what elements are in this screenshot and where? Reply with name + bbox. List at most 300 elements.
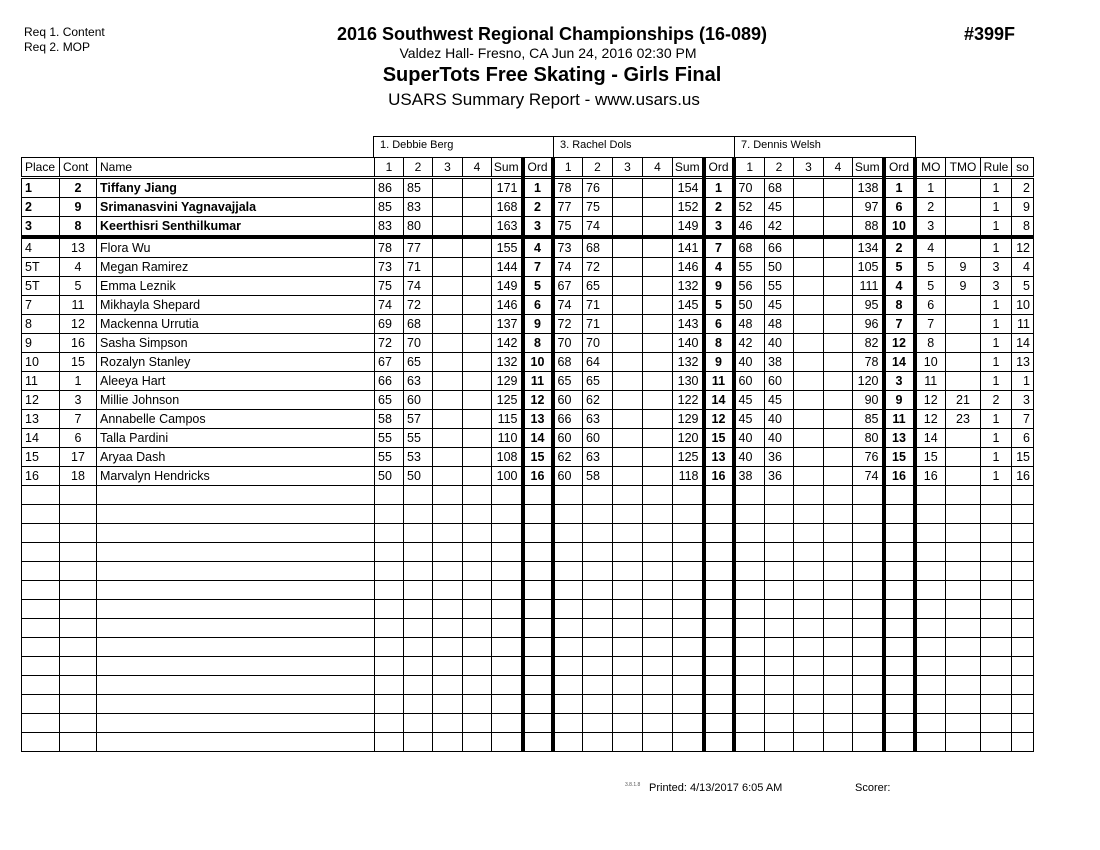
empty-cell [60,733,97,752]
rule-cell: 1 [981,178,1012,198]
judge-2-score-cell: 68 [553,353,583,372]
rule-cell: 1 [981,372,1012,391]
empty-cell [704,562,734,581]
judge-3-score-cell [794,217,824,238]
empty-cell [704,695,734,714]
rule-cell: 1 [981,334,1012,353]
empty-cell [553,619,583,638]
empty-cell [553,695,583,714]
empty-cell [97,714,375,733]
empty-cell [673,505,704,524]
so-cell: 6 [1012,429,1034,448]
contestant-number-cell: 3 [60,391,97,410]
judge-2-score-cell: 68 [583,237,613,258]
column-header: Place [22,158,60,178]
judge-2-score-cell [643,237,673,258]
empty-cell [704,619,734,638]
empty-cell [523,581,553,600]
column-header: Cont [60,158,97,178]
empty-cell [433,486,463,505]
judge-2-score-cell [643,178,673,198]
judge-2-ordinal-cell: 3 [704,217,734,238]
judge-3-sum-cell: 111 [853,277,884,296]
judge-2-ordinal-cell: 1 [704,178,734,198]
empty-cell [523,562,553,581]
judge-3-ordinal-cell: 13 [884,429,915,448]
empty-cell [915,562,946,581]
judge-2-score-cell: 71 [583,315,613,334]
judge-1-score-cell [433,410,463,429]
empty-cell [734,543,765,562]
judge-2-score-cell: 63 [583,448,613,467]
empty-cell [853,657,884,676]
judge-2-score-cell: 72 [553,315,583,334]
judge-1-score-cell [433,198,463,217]
table-row [22,467,1034,486]
empty-cell [97,505,375,524]
judge-1-score-cell [463,315,492,334]
judge-3-score-cell [824,277,853,296]
empty-cell [404,562,433,581]
empty-cell [433,562,463,581]
judge-2-score-cell [643,353,673,372]
empty-cell [884,562,915,581]
name-cell: Sasha Simpson [97,334,375,353]
judge-3-ordinal-cell: 5 [884,258,915,277]
judge-1-ordinal-cell: 5 [523,277,553,296]
judge-1-score-cell [463,296,492,315]
empty-cell [463,600,492,619]
judge-2-score-cell [613,237,643,258]
tmo-cell: 9 [946,277,981,296]
empty-cell [915,695,946,714]
judge-3-score-cell: 38 [765,353,794,372]
empty-cell [673,486,704,505]
contestant-number-cell: 6 [60,429,97,448]
judge-3-score-cell: 50 [734,296,765,315]
judge-2-score-cell [643,372,673,391]
judge-1-ordinal-cell: 12 [523,391,553,410]
judge-2-score-cell: 75 [583,198,613,217]
judge-2-score-cell: 75 [553,217,583,238]
mo-cell: 6 [915,296,946,315]
judge-3-score-cell [794,277,824,296]
place-cell: 9 [22,334,60,353]
column-header: Sum [492,158,523,178]
empty-cell [97,676,375,695]
so-cell: 1 [1012,372,1034,391]
empty-cell [404,676,433,695]
event-title: SuperTots Free Skating - Girls Final [382,64,722,86]
judge-1-score-cell [433,315,463,334]
empty-cell [553,733,583,752]
empty-cell [765,638,794,657]
printed-timestamp: Printed: 4/13/2017 6:05 AM [649,782,783,794]
judge-1-sum-cell: 168 [492,198,523,217]
empty-cell [583,733,613,752]
empty-cell [60,581,97,600]
table-row [22,391,1034,410]
judge-3-score-cell: 60 [734,372,765,391]
empty-cell [463,581,492,600]
empty-cell [1012,657,1034,676]
so-cell: 4 [1012,258,1034,277]
judge-1-sum-cell: 137 [492,315,523,334]
empty-cell [794,619,824,638]
column-header: 1 [734,158,765,178]
event-number: #399F [964,24,1016,44]
judge-2-score-cell [643,296,673,315]
empty-cell [523,714,553,733]
mo-cell: 16 [915,467,946,486]
column-header: MO [915,158,946,178]
judge-1-score-cell: 50 [375,467,404,486]
empty-cell [884,657,915,676]
judge-2-ordinal-cell: 9 [704,353,734,372]
judge-3-sum-cell: 82 [853,334,884,353]
empty-cell [553,638,583,657]
empty-cell [673,600,704,619]
empty-row [22,581,1034,600]
empty-cell [824,562,853,581]
empty-cell [794,733,824,752]
judge-3-score-cell: 48 [734,315,765,334]
empty-cell [97,543,375,562]
judge-3-ordinal-cell: 7 [884,315,915,334]
empty-cell [613,676,643,695]
empty-cell [375,543,404,562]
empty-cell [884,676,915,695]
judge-2-sum-cell: 145 [673,296,704,315]
column-header: Ord [884,158,915,178]
empty-cell [97,581,375,600]
empty-cell [673,638,704,657]
judge-2-score-cell [613,391,643,410]
so-cell: 11 [1012,315,1034,334]
rule-cell: 1 [981,296,1012,315]
judge-3-score-cell [794,429,824,448]
judge-2-ordinal-cell: 6 [704,315,734,334]
judge-1-score-cell [463,467,492,486]
empty-cell [824,676,853,695]
mo-cell: 10 [915,353,946,372]
judge-2-score-cell [643,258,673,277]
empty-cell [643,733,673,752]
empty-cell [884,695,915,714]
empty-cell [1012,676,1034,695]
rule-cell: 2 [981,391,1012,410]
empty-cell [915,619,946,638]
empty-cell [1012,581,1034,600]
place-cell: 11 [22,372,60,391]
mo-cell: 5 [915,277,946,296]
empty-cell [22,505,60,524]
requirement-1: Req 1. Content [24,25,105,39]
empty-cell [824,505,853,524]
empty-cell [463,486,492,505]
judge-2-score-cell [613,258,643,277]
judge-2-score-cell [613,353,643,372]
empty-cell [60,657,97,676]
so-cell: 8 [1012,217,1034,238]
empty-cell [22,486,60,505]
rule-cell: 1 [981,315,1012,334]
empty-cell [613,695,643,714]
judge-1-score-cell: 55 [404,429,433,448]
empty-cell [523,505,553,524]
empty-cell [97,562,375,581]
empty-cell [734,657,765,676]
empty-cell [734,486,765,505]
judge-2-ordinal-cell: 2 [704,198,734,217]
judge-3-score-cell: 38 [734,467,765,486]
judge-3-sum-cell: 138 [853,178,884,198]
judge-3-score-cell: 50 [765,258,794,277]
empty-cell [734,505,765,524]
place-cell: 15 [22,448,60,467]
empty-cell [981,524,1012,543]
judge-1-score-cell [433,277,463,296]
mo-cell: 15 [915,448,946,467]
empty-cell [523,638,553,657]
empty-cell [704,505,734,524]
contestant-number-cell: 15 [60,353,97,372]
empty-cell [1012,619,1034,638]
empty-cell [704,524,734,543]
judge-1-score-cell [463,178,492,198]
scorer-label: Scorer: [855,782,891,794]
judge-1-sum-cell: 132 [492,353,523,372]
column-header: so [1012,158,1034,178]
empty-cell [97,486,375,505]
judge-3-score-cell: 45 [765,296,794,315]
empty-cell [734,714,765,733]
judge-1-score-cell [463,353,492,372]
column-header: 2 [583,158,613,178]
empty-row [22,676,1034,695]
empty-cell [492,486,523,505]
empty-cell [794,581,824,600]
judge-1-score-cell [433,334,463,353]
judge-3-score-cell: 68 [734,237,765,258]
name-cell: Aleeya Hart [97,372,375,391]
judge-2-score-cell: 60 [553,467,583,486]
judge-2-ordinal-cell: 16 [704,467,734,486]
empty-cell [463,619,492,638]
empty-cell [765,619,794,638]
contestant-number-cell: 5 [60,277,97,296]
empty-cell [60,714,97,733]
empty-cell [673,543,704,562]
empty-cell [375,695,404,714]
contestant-number-cell: 4 [60,258,97,277]
empty-cell [853,543,884,562]
competition-title: 2016 Southwest Regional Championships (16-089) [336,24,768,44]
empty-cell [946,486,981,505]
empty-cell [553,657,583,676]
column-header: 4 [824,158,853,178]
rule-cell: 3 [981,258,1012,277]
tmo-cell [946,198,981,217]
rule-cell: 1 [981,410,1012,429]
empty-cell [22,733,60,752]
empty-cell [613,714,643,733]
judge-2-sum-cell: 132 [673,277,704,296]
column-header: Rule [981,158,1012,178]
judge-1-sum-cell: 129 [492,372,523,391]
name-cell: Emma Leznik [97,277,375,296]
judge-1-ordinal-cell: 3 [523,217,553,238]
empty-cell [97,695,375,714]
empty-cell [765,562,794,581]
judge-3-score-cell [824,178,853,198]
empty-cell [404,524,433,543]
place-cell: 7 [22,296,60,315]
empty-cell [463,505,492,524]
empty-cell [60,543,97,562]
judge-1-sum-cell: 155 [492,237,523,258]
judge-2-score-cell: 60 [553,391,583,410]
judge-2-sum-cell: 122 [673,391,704,410]
judge-1-score-cell: 58 [375,410,404,429]
empty-cell [794,714,824,733]
name-cell: Talla Pardini [97,429,375,448]
judge-3-sum-cell: 88 [853,217,884,238]
judge-3-score-cell: 42 [734,334,765,353]
column-header: 4 [643,158,673,178]
judge-3-score-cell: 68 [765,178,794,198]
empty-cell [463,562,492,581]
empty-cell [60,695,97,714]
empty-cell [613,505,643,524]
empty-cell [404,581,433,600]
empty-cell [1012,714,1034,733]
name-cell: Annabelle Campos [97,410,375,429]
judge-2-score-cell [613,372,643,391]
judge-1-score-cell: 75 [375,277,404,296]
empty-cell [613,562,643,581]
judge-1-score-cell: 83 [404,198,433,217]
empty-cell [946,581,981,600]
empty-cell [824,657,853,676]
judge-2-score-cell: 71 [583,296,613,315]
empty-cell [613,657,643,676]
so-cell: 3 [1012,391,1034,410]
judge-2-score-cell: 74 [553,296,583,315]
judge-1-score-cell: 72 [404,296,433,315]
empty-cell [1012,562,1034,581]
judge-1-score-cell: 74 [404,277,433,296]
column-header: Sum [853,158,884,178]
empty-cell [404,543,433,562]
empty-cell [404,600,433,619]
judge-2-label: 3. Rachel Dols [553,136,735,158]
judge-1-sum-cell: 142 [492,334,523,353]
empty-cell [492,543,523,562]
judge-3-score-cell [824,391,853,410]
judge-1-score-cell: 55 [375,429,404,448]
empty-cell [884,638,915,657]
empty-cell [463,657,492,676]
empty-cell [765,486,794,505]
tmo-cell: 9 [946,258,981,277]
judge-2-score-cell [643,467,673,486]
empty-cell [765,581,794,600]
judge-3-score-cell [794,315,824,334]
column-header: 3 [613,158,643,178]
empty-cell [553,714,583,733]
empty-cell [433,714,463,733]
contestant-number-cell: 13 [60,237,97,258]
name-cell: Flora Wu [97,237,375,258]
judge-2-score-cell: 66 [553,410,583,429]
empty-cell [1012,524,1034,543]
judge-1-ordinal-cell: 7 [523,258,553,277]
judge-1-sum-cell: 144 [492,258,523,277]
contestant-number-cell: 9 [60,198,97,217]
judge-3-sum-cell: 85 [853,410,884,429]
place-cell: 13 [22,410,60,429]
table-row [22,410,1034,429]
name-cell: Millie Johnson [97,391,375,410]
empty-cell [22,695,60,714]
judge-1-sum-cell: 115 [492,410,523,429]
judge-2-score-cell: 67 [553,277,583,296]
empty-cell [60,524,97,543]
judge-1-score-cell: 69 [375,315,404,334]
judge-3-score-cell: 60 [765,372,794,391]
judge-3-score-cell: 66 [765,237,794,258]
tmo-cell [946,448,981,467]
column-header-row [22,158,1034,178]
empty-cell [404,695,433,714]
table-row [22,429,1034,448]
empty-row [22,600,1034,619]
column-header: Ord [523,158,553,178]
judge-1-ordinal-cell: 16 [523,467,553,486]
empty-cell [60,676,97,695]
table-row [22,315,1034,334]
column-header: 4 [463,158,492,178]
judge-1-score-cell [463,258,492,277]
tmo-cell [946,334,981,353]
empty-cell [375,676,404,695]
so-cell: 5 [1012,277,1034,296]
empty-cell [583,581,613,600]
empty-cell [433,600,463,619]
empty-cell [946,676,981,695]
empty-cell [915,486,946,505]
tmo-cell: 23 [946,410,981,429]
judge-1-score-cell [433,391,463,410]
empty-cell [583,657,613,676]
empty-cell [946,524,981,543]
empty-cell [492,733,523,752]
empty-cell [643,619,673,638]
empty-cell [673,733,704,752]
empty-cell [583,600,613,619]
empty-cell [583,714,613,733]
judge-2-sum-cell: 118 [673,467,704,486]
judge-2-score-cell: 65 [583,372,613,391]
judge-3-score-cell [794,467,824,486]
empty-cell [884,581,915,600]
empty-cell [583,505,613,524]
tmo-cell [946,315,981,334]
empty-cell [915,714,946,733]
empty-cell [643,486,673,505]
judge-1-score-cell: 77 [404,237,433,258]
